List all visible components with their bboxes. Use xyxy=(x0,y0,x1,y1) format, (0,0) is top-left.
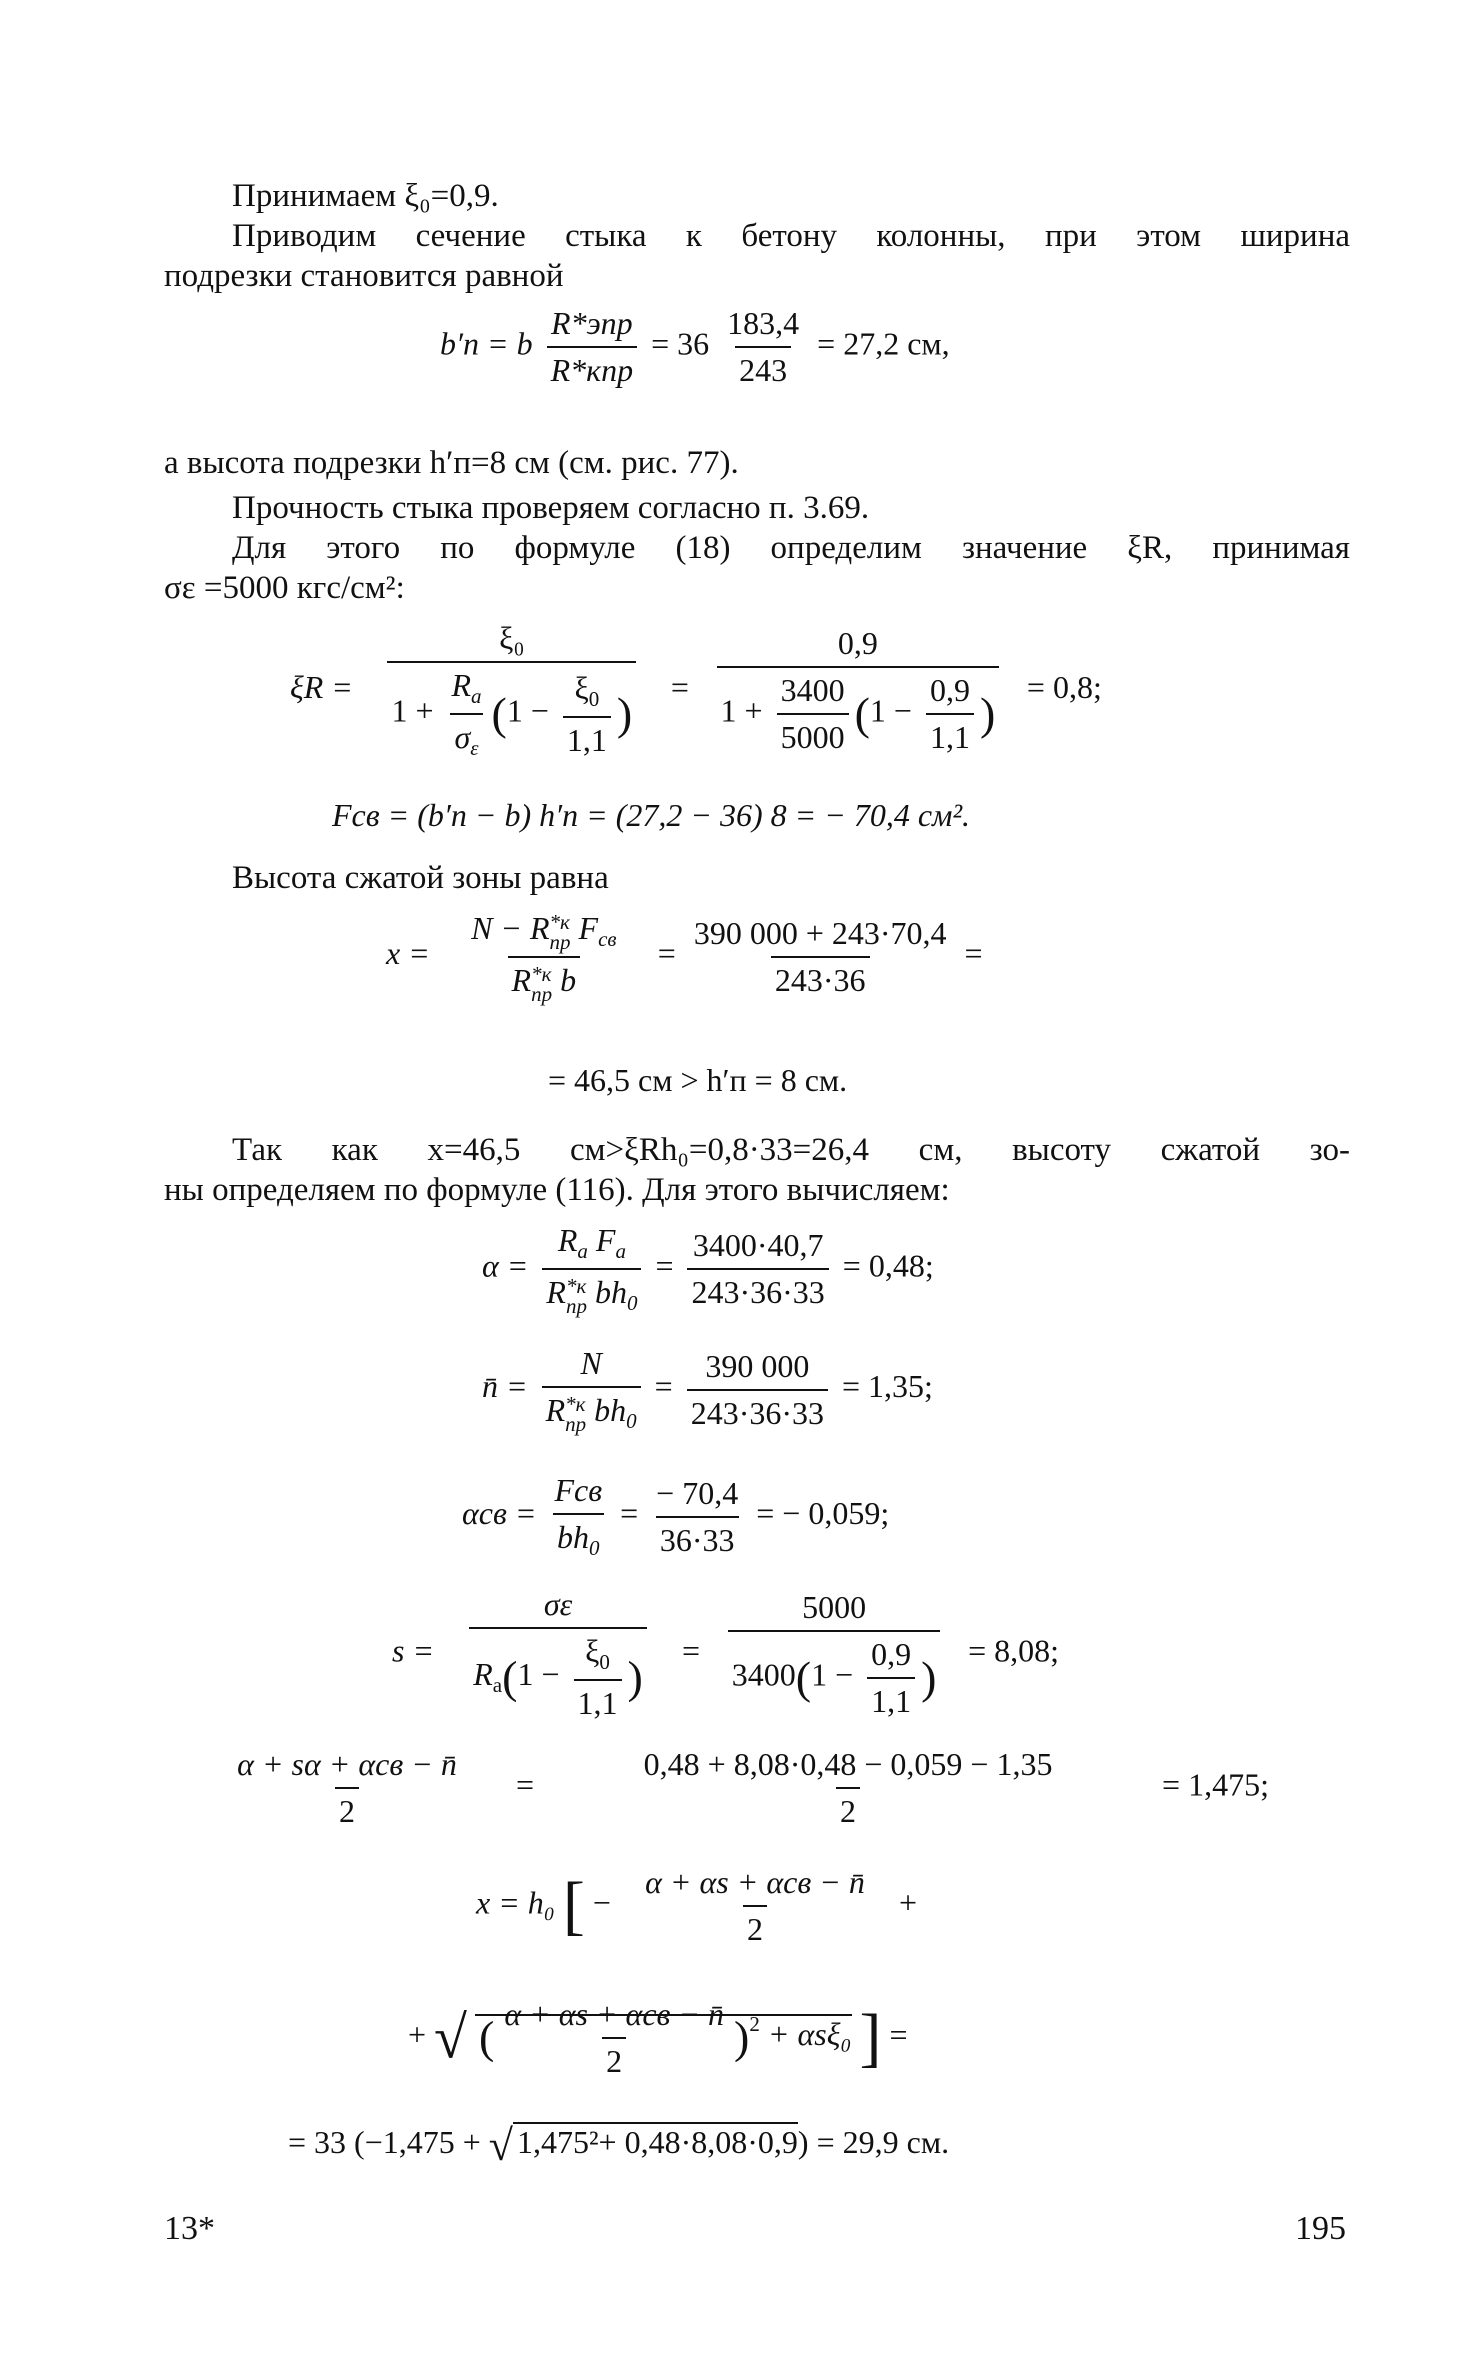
equation-alpha: α = $R_a$ $F_a$ R *к пр $bh_0$ = $\frac{3400\cdot 40,7}{243\cdot 36\cdot 33}$ = 0,48; xyxy=(482,1222,934,1318)
equation-x-final-line3: = 33 (−1,475 + √ 1,475²+ 0,48·8,08·0,9) = 29,9 см. xyxy=(288,2121,950,2170)
paragraph-compressed-zone: Высота сжатой зоны равна xyxy=(232,860,609,896)
equation-xiR: ξR = ξ₀ 1 + $\frac{R_a}{\sigma_\varepsilon}$ (1 − $\frac{\xi_0}{1,1}$ ) = 0,9 1 + $\frac{3400}{5000}$ (1 − $\frac{0,9}{1,1}$ ) = 0,8; xyxy=(290,620,1102,760)
paragraph-check: Прочность стыка проверяем согласно п. 3.69. xyxy=(232,490,870,526)
paragraph-height: а высота подрезки h′п=8 см (см. рис. 77). xyxy=(164,445,739,481)
equation-Fsv: Fсв = (b′п − b) h′п = (27,2 − 36) 8 = − 70,4 см². xyxy=(332,797,971,833)
paragraph-since-line1: Так как x=46,5 см>ξRh₀=0,8·33=26,4 см, высоту сжатой зо- xyxy=(232,1132,1350,1168)
paragraph-formula18-line1: Для этого по формуле (18) определим значение ξR, принимая xyxy=(232,530,1350,566)
paragraph-since-line2: ны определяем по формуле (116). Для этого вычисляем: xyxy=(164,1172,950,1208)
equation-bn: b′п = b $\frac{\text{R*эпр}}{\text{R*кпр}}$ = 36 $\frac{183,4}{243}$ = 27,2 см, xyxy=(440,305,950,388)
equation-alpha-sv: αсв = $\frac{\text{Fсв}}{bh_0}$ = $\frac{- 70,4}{36\cdot 33}$ = − 0,059; xyxy=(462,1472,890,1560)
paragraph-xi0: Принимаем ξ₀=0,9. xyxy=(232,178,499,214)
signature-mark: 13* xyxy=(164,2210,215,2247)
equation-half-sum: $\frac{\text{α + sα + αсв − n̄}}{2}$ = $\frac{0,48 + 8,08\cdot 0,48 - 0,059 - 1,35}{2}$ = 1,475; xyxy=(237,1746,1269,1829)
equation-nbar: n̄ = N R *к пр $bh_0$ = $\frac{390 000}{243\cdot 36\cdot 33}$ = 1,35; xyxy=(482,1345,933,1436)
equation-x: x = N − R *к пр $F_{св}$ R *к пр b = $\frac{390 000 + 243\cdot 70,4}{243\cdot 36}$ = xyxy=(386,909,983,1006)
paragraph-section-line1: Приводим сечение стыка к бетону колонны, при этом ширина xyxy=(232,218,1350,254)
equation-x-result: = 46,5 см > h′п = 8 см. xyxy=(548,1062,848,1098)
equation-x-final-line2: + √ ( $\frac{\text{α + αs + αсв − n̄}}{2}$ )$^2$ + αsξ₀ ] = xyxy=(408,1996,908,2079)
equation-s: s = σε $R_a(1$ − $\frac{\xi_0}{1,1}$ ) = 5000 3400(1 − $\frac{0,9}{1,1}$ ) = 8,08; xyxy=(392,1586,1060,1721)
page-number: 195 xyxy=(1295,2210,1346,2247)
paragraph-formula18-line2: σε =5000 кгс/см²: xyxy=(164,570,405,606)
equation-x-final-line1: x = h₀ [ − $\frac{\text{α + αs + αсв − n̄}}{2}$ + xyxy=(476,1864,917,1947)
paragraph-section-line2: подрезки становится равной xyxy=(164,258,564,294)
